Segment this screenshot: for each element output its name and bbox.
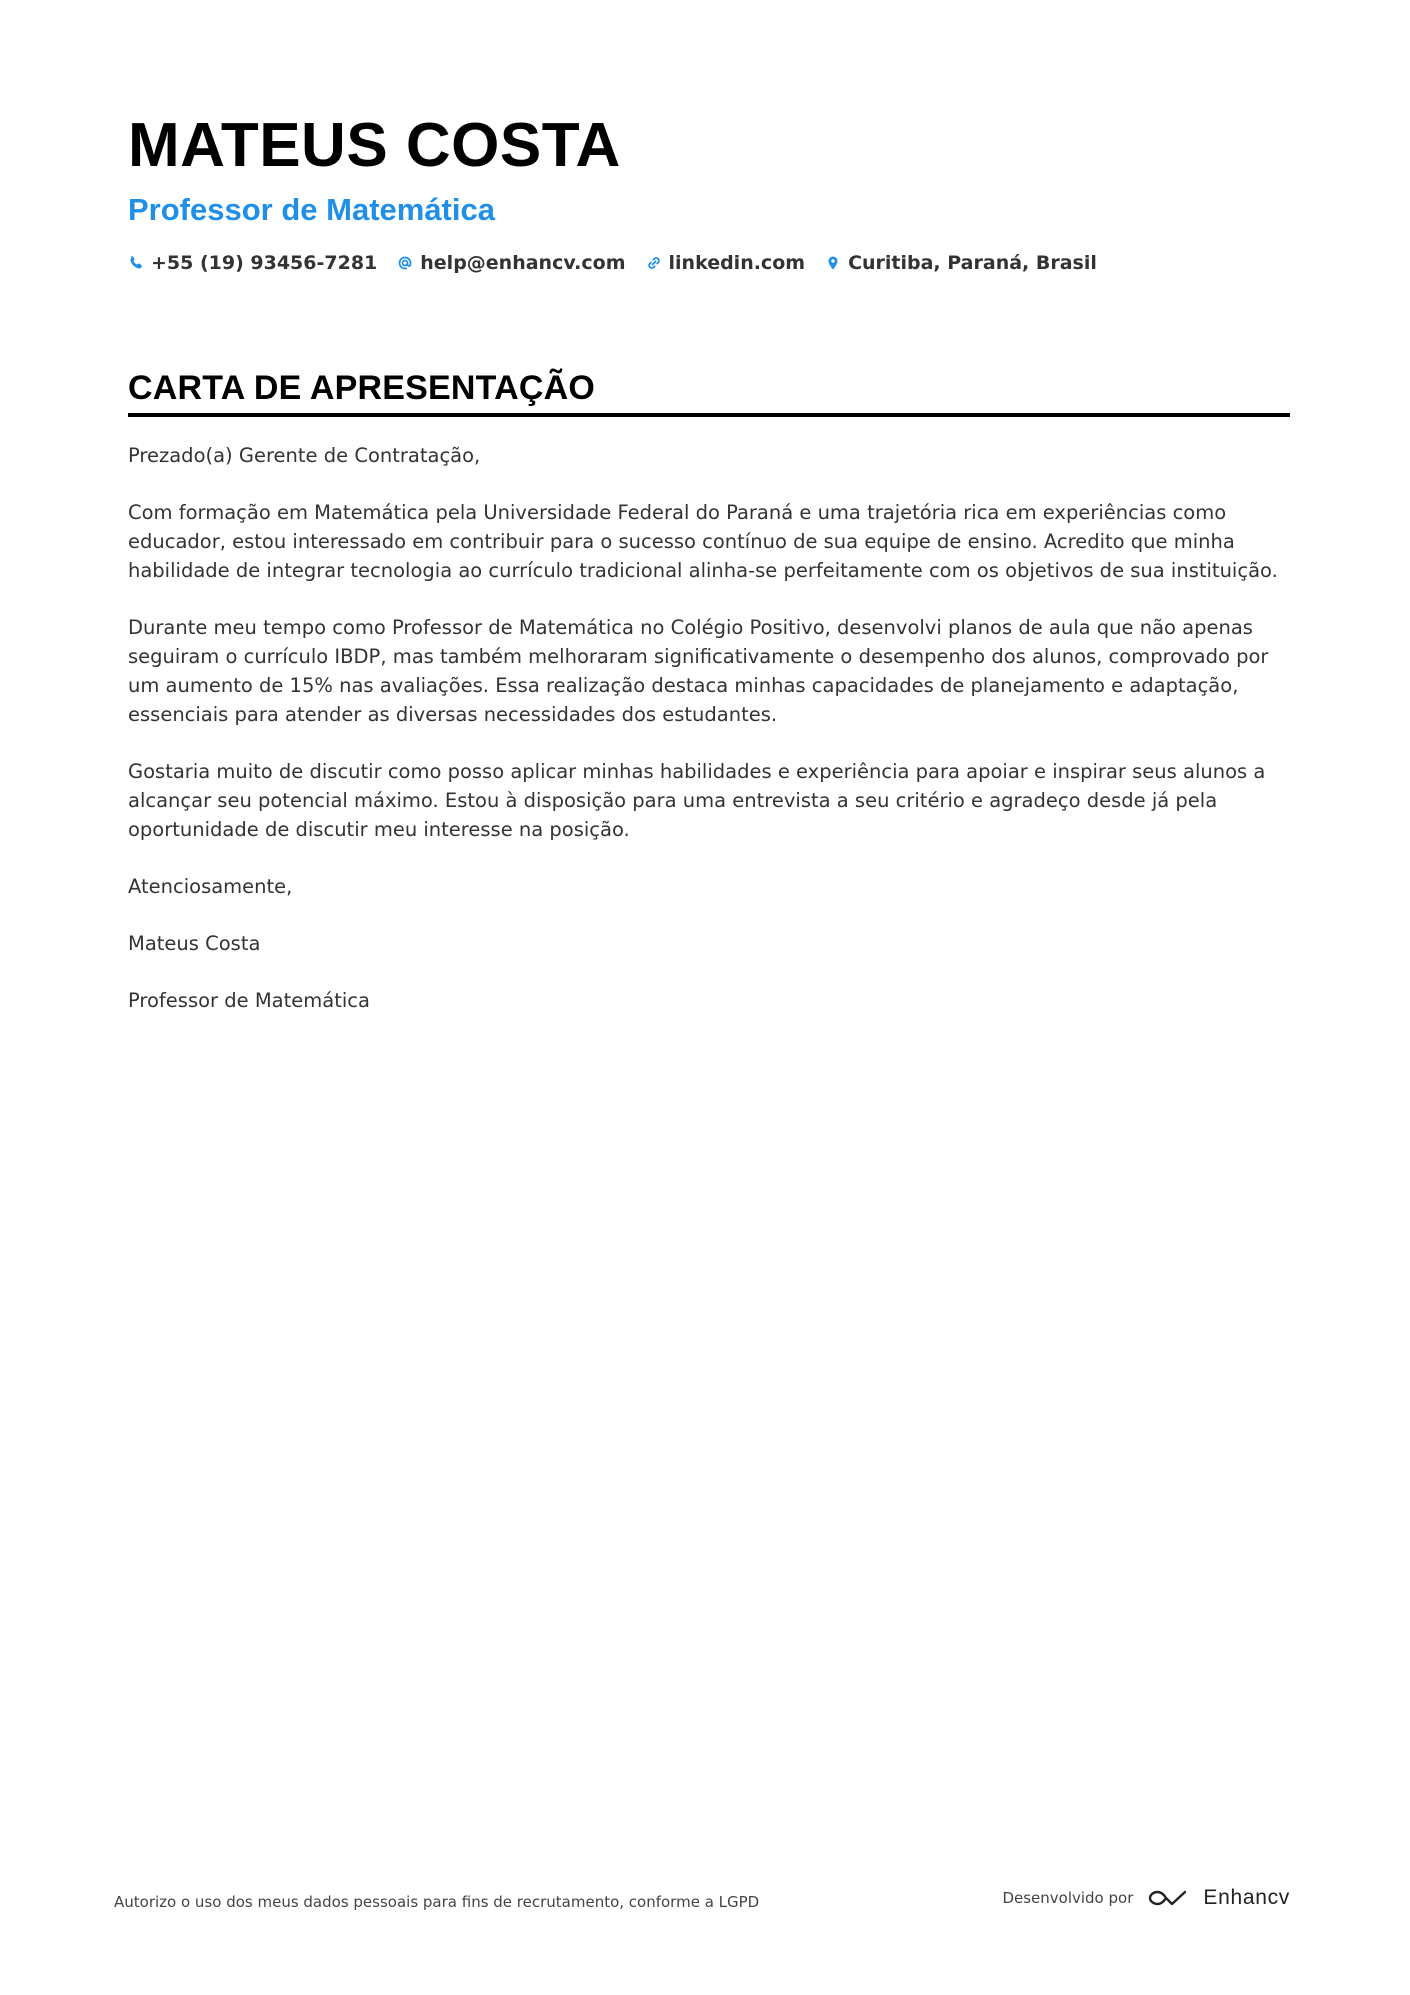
letter-body bbox=[128, 441, 1290, 1015]
enhancv-logo bbox=[1145, 1885, 1290, 1911]
letter-closing: Atenciosamente, bbox=[128, 875, 293, 898]
letter-greeting: Prezado(a) Gerente de Contratação, bbox=[128, 444, 481, 467]
enhancv-logo-icon bbox=[1145, 1885, 1193, 1911]
at-sign-icon bbox=[397, 255, 413, 271]
location-contact bbox=[825, 252, 1097, 274]
email-contact bbox=[397, 252, 625, 274]
section-divider bbox=[128, 413, 1290, 417]
location-text: Curitiba, Paraná, Brasil bbox=[848, 252, 1097, 274]
resume-header bbox=[128, 108, 1288, 274]
section-title: CARTA DE APRESENTAÇÃO bbox=[128, 369, 595, 407]
linkedin-contact bbox=[646, 252, 806, 274]
location-pin-icon bbox=[825, 255, 841, 271]
email-address: help@enhancv.com bbox=[420, 252, 626, 274]
phone-number: +55 (19) 93456-7281 bbox=[151, 252, 378, 274]
phone-icon bbox=[128, 255, 144, 271]
linkedin-url: linkedin.com bbox=[668, 252, 806, 274]
letter-paragraph: Com formação em Matemática pela Universidade Federal do Paraná e uma trajetória rica em experiências como educador, estou interessado em contribuir para o sucesso contínuo de sua equipe de ensino. Acredito que minha habilidade de integrar tecnologia ao currículo tradicional alinha-se perfeitamente com os objetivos de sua instituição. bbox=[128, 501, 1278, 582]
contact-info bbox=[128, 252, 1288, 274]
phone-contact bbox=[128, 252, 377, 274]
data-consent-note: Autorizo o uso dos meus dados pessoais para fins de recrutamento, conforme a LGPD bbox=[114, 1893, 760, 1911]
built-by-label: Desenvolvido por bbox=[1002, 1889, 1134, 1907]
signature-name: Mateus Costa bbox=[128, 932, 261, 955]
powered-by bbox=[1002, 1885, 1290, 1911]
signature-title: Professor de Matemática bbox=[128, 989, 370, 1012]
link-icon bbox=[646, 255, 662, 271]
letter-paragraph: Gostaria muito de discutir como posso aplicar minhas habilidades e experiência para apoiar e inspirar seus alunos a alcançar seu potencial máximo. Estou à disposição para uma entrevista a seu critério e agradeço desde já pela oportunidade de discutir meu interesse na posição. bbox=[128, 760, 1266, 841]
candidate-title: Professor de Matemática bbox=[128, 192, 495, 227]
candidate-name: MATEUS COSTA bbox=[128, 111, 621, 180]
brand-name: Enhancv bbox=[1203, 1886, 1290, 1909]
letter-paragraph: Durante meu tempo como Professor de Matemática no Colégio Positivo, desenvolvi planos de aula que não apenas seguiram o currículo IBDP, mas também melhoraram significativamente o desempenho dos alunos, comprovado por um aumento de 15% nas avaliações. Essa realização destaca minhas capacidades de planejamento e adaptação, essenciais para atender as diversas necessidades dos estudantes. bbox=[128, 616, 1269, 726]
cover-letter-section bbox=[128, 366, 1290, 1043]
